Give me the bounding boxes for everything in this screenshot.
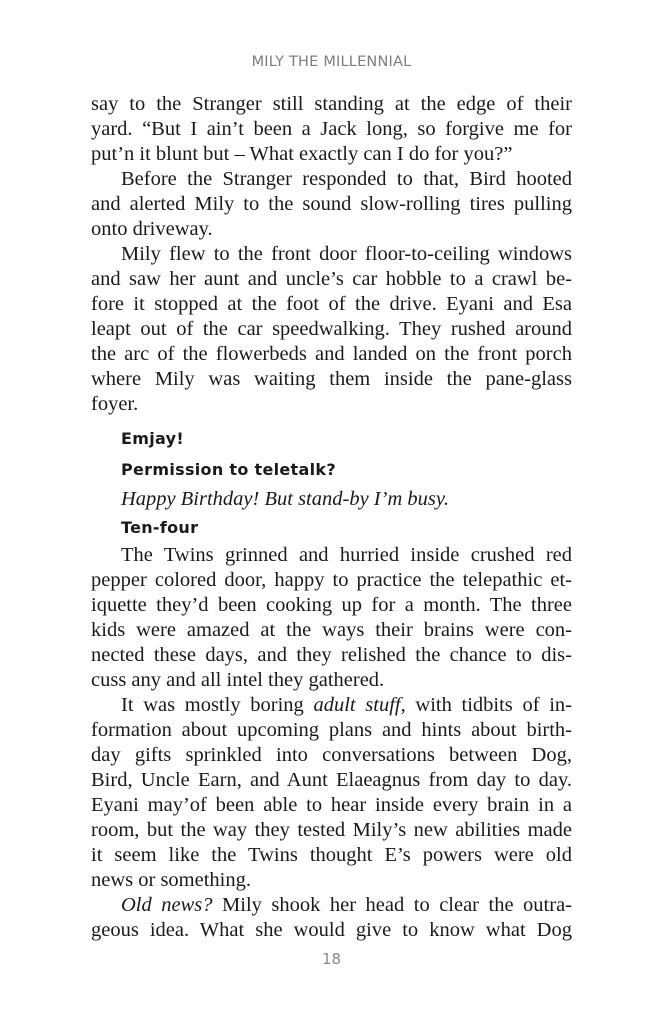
text-line: geous idea. What she would give to know what Dog: [91, 919, 572, 941]
text-line: fore it stopped at the foot of the drive. Eyani and Esa: [91, 293, 572, 315]
text-run: It was mostly boring: [121, 694, 314, 716]
text-line: and alerted Mily to the sound slow-rolling tires pulling: [91, 193, 572, 215]
text-line: [91, 693, 572, 718]
page-number: 18: [321, 950, 342, 968]
paragraph: [91, 92, 572, 167]
telepathy-line: Emjay!: [121, 429, 184, 448]
running-head: MILY THE MILLENNIAL: [251, 54, 412, 70]
text-line: pepper colored door, happy to practice the telepathic et-: [91, 569, 572, 591]
text-line: Mily flew to the front door floor-to-ceiling windows: [121, 243, 572, 265]
text-line: it seem like the Twins thought E’s powers were old: [91, 844, 572, 866]
telepathy-line: Ten-four: [121, 518, 199, 537]
text-line: foyer.: [91, 393, 139, 415]
text-line: kids were amazed at the ways their brains were con-: [91, 619, 572, 641]
telepathy-line: Permission to teletalk?: [121, 460, 336, 479]
emphasis: Old news?: [121, 894, 213, 916]
paragraph: [91, 242, 572, 417]
telepathy-line: Happy Birthday! But stand-by I’m busy.: [121, 488, 449, 510]
emphasis: adult stuff: [313, 694, 401, 716]
paragraph: [91, 167, 572, 242]
text-line: onto driveway.: [91, 218, 213, 240]
telepathy-exchange: [91, 417, 572, 543]
text-line: put’n it blunt but – What exactly can I do for you?”: [91, 143, 513, 165]
text-line: The Twins grinned and hurried inside crushed red: [121, 544, 572, 566]
text-line: the arc of the flowerbeds and landed on the front porch: [91, 343, 572, 365]
text-line: cuss any and all intel they gathered.: [91, 669, 385, 691]
text-line: formation about upcoming plans and hints about birth-: [91, 719, 572, 741]
text-line: leapt out of the car speedwalking. They rushed around: [91, 318, 572, 340]
text-line: where Mily was waiting them inside the pane-glass: [91, 368, 572, 390]
text-line: Eyani may’of been able to hear inside every brain in a: [91, 794, 572, 816]
text-line: nected these days, and they relished the chance to dis-: [91, 644, 572, 666]
text-run: Mily shook her head to clear the outra-: [212, 894, 573, 916]
text-line: [91, 893, 572, 918]
paragraph: [91, 543, 572, 693]
paragraph: [91, 693, 572, 893]
text-line: and saw her aunt and uncle’s car hobble to a crawl be-: [91, 268, 572, 290]
text-line: iquette they’d been cooking up for a month. The three: [91, 594, 572, 616]
body-text: [91, 92, 572, 943]
text-line: room, but the way they tested Mily’s new abilities made: [91, 819, 572, 841]
text-line: yard. “But I ain’t been a Jack long, so forgive me for: [91, 118, 572, 140]
text-run: , with tidbits of in-: [400, 694, 572, 716]
text-line: say to the Stranger still standing at the edge of their: [91, 93, 572, 115]
text-line: news or something.: [91, 869, 251, 891]
paragraph: [91, 893, 572, 943]
text-line: Bird, Uncle Earn, and Aunt Elaeagnus from day to day.: [91, 769, 572, 791]
text-line: Before the Stranger responded to that, Bird hooted: [121, 168, 572, 190]
text-line: day gifts sprinkled into conversations between Dog,: [91, 744, 572, 766]
